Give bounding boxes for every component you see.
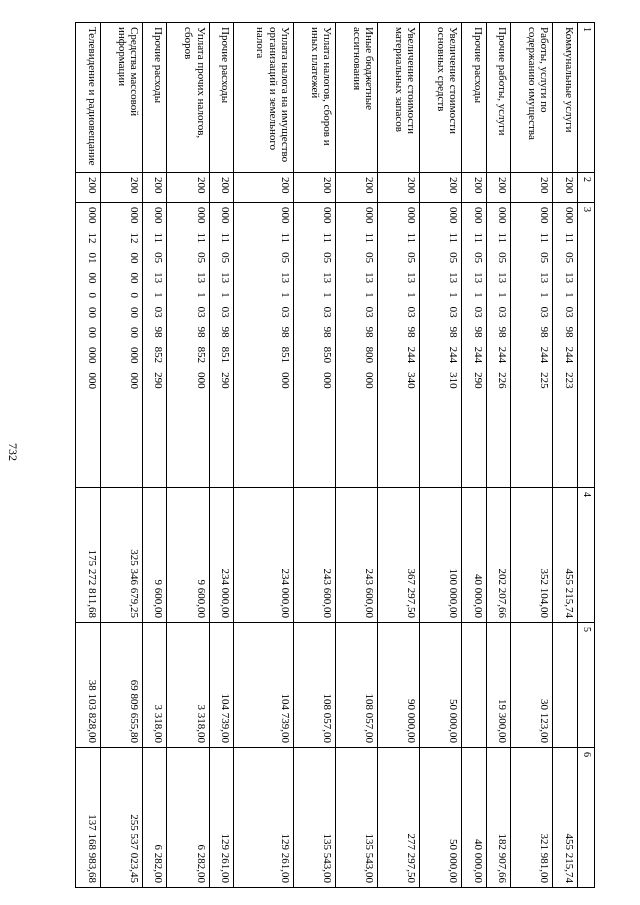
budget-code-part: 000 <box>278 372 291 389</box>
table-row <box>100 23 142 888</box>
budget-code-part: 244 <box>471 346 484 364</box>
row-approved-amount-cell: 9 600,00 <box>142 488 167 623</box>
row-line-code-cell: 200 <box>511 173 553 203</box>
row-name-cell: Средства массовой информации <box>100 23 142 173</box>
budget-code-part: 05 <box>219 252 232 264</box>
budget-code-part: 000 <box>85 347 98 364</box>
budget-code-part: 000 <box>404 207 417 224</box>
budget-code-part: 98 <box>278 326 291 338</box>
row-name-cell: Уплата налогов, сборов и иных платежей <box>293 23 335 173</box>
budget-code-part: 05 <box>194 252 207 264</box>
budget-code-part: 000 <box>127 347 140 364</box>
row-line-code-cell: 200 <box>234 173 294 203</box>
budget-code-part: 11 <box>152 232 165 244</box>
row-name-cell: Работы, услуги по содержанию имущества <box>511 23 553 173</box>
budget-code-part: 00 <box>85 272 98 284</box>
budget-code-part: 12 <box>85 232 98 244</box>
row-approved-amount-cell: 234 000,00 <box>209 488 234 623</box>
row-approved-amount-cell: 325 346 679,25 <box>100 488 142 623</box>
row-approved-amount-cell: 9 600,00 <box>167 488 209 623</box>
row-executed-amount-cell: 104 739,00 <box>209 623 234 748</box>
budget-code-part: 000 <box>278 207 291 224</box>
budget-code-part: 1 <box>496 292 509 298</box>
budget-code-part: 000 <box>127 372 140 389</box>
row-approved-amount-cell: 40 000,00 <box>462 488 487 623</box>
budget-code-part: 11 <box>471 232 484 244</box>
budget-code-part: 13 <box>194 272 207 284</box>
budget-code-part: 226 <box>496 372 509 389</box>
budget-code-part: 00 <box>127 252 140 264</box>
budget-code-part: 03 <box>538 306 551 318</box>
budget-code-part: 05 <box>447 252 459 264</box>
row-name-cell: Коммунальные услуги <box>553 23 578 173</box>
budget-code-part: 13 <box>447 272 459 284</box>
budget-code-part: 0 <box>85 292 98 298</box>
budget-code-part: 11 <box>447 232 459 244</box>
row-executed-amount-cell <box>462 623 487 748</box>
row-line-code-cell: 200 <box>76 173 101 203</box>
row-budget-code-cell <box>335 203 377 488</box>
budget-code-part: 340 <box>404 372 417 389</box>
budget-code-part: 03 <box>404 306 417 318</box>
budget-code-part: 03 <box>362 306 375 318</box>
budget-code-part: 13 <box>278 272 291 284</box>
row-approved-amount-cell: 352 104,00 <box>511 488 553 623</box>
budget-code-part: 98 <box>471 326 484 338</box>
row-executed-amount-cell: 30 123,00 <box>511 623 553 748</box>
budget-code-part: 00 <box>127 327 140 338</box>
budget-code-part: 244 <box>563 346 575 364</box>
row-name-cell: Прочие расходы <box>209 23 234 173</box>
row-executed-amount-cell: 108 057,00 <box>293 623 335 748</box>
budget-code-part: 13 <box>496 272 509 284</box>
table-body <box>76 23 578 888</box>
row-unexecuted-amount-cell: 455 215,74 <box>553 748 578 888</box>
row-name-cell: Уплата прочих налогов, сборов <box>167 23 209 173</box>
budget-code-part: 000 <box>85 207 98 224</box>
budget-code-part: 1 <box>152 292 165 298</box>
table-row <box>335 23 377 888</box>
budget-code-part: 03 <box>194 306 207 318</box>
budget-code-part: 000 <box>496 207 509 224</box>
row-budget-code-cell <box>462 203 487 488</box>
budget-code-part: 000 <box>85 372 98 389</box>
budget-code-part: 800 <box>362 346 375 364</box>
table-row <box>234 23 294 888</box>
budget-code-part: 00 <box>85 307 98 318</box>
budget-code-part: 00 <box>85 327 98 338</box>
budget-code-part: 290 <box>219 372 232 389</box>
table-row <box>377 23 419 888</box>
budget-code-part: 244 <box>447 346 459 364</box>
row-budget-code-cell <box>419 203 461 488</box>
budget-code-part: 244 <box>496 346 509 364</box>
row-line-code-cell: 200 <box>486 173 511 203</box>
budget-code-part: 98 <box>404 326 417 338</box>
row-unexecuted-amount-cell: 129 261,00 <box>234 748 294 888</box>
table-row <box>486 23 511 888</box>
row-budget-code-cell <box>293 203 335 488</box>
row-budget-code-cell <box>377 203 419 488</box>
budget-code-part: 98 <box>152 326 165 338</box>
budget-code-part: 13 <box>563 272 575 284</box>
row-unexecuted-amount-cell: 40 000,00 <box>462 748 487 888</box>
row-budget-code-cell <box>76 203 101 488</box>
row-budget-code-cell <box>167 203 209 488</box>
budget-code-part: 000 <box>320 207 333 224</box>
budget-code-part: 13 <box>219 272 232 284</box>
budget-code-part: 000 <box>447 207 459 224</box>
row-approved-amount-cell: 202 207,66 <box>486 488 511 623</box>
budget-code-part: 05 <box>404 252 417 264</box>
budget-code-part: 1 <box>471 292 484 298</box>
header-row <box>578 23 595 888</box>
page-number: 732 <box>6 443 20 461</box>
row-approved-amount-cell: 175 272 811,68 <box>76 488 101 623</box>
row-budget-code-cell <box>486 203 511 488</box>
row-unexecuted-amount-cell: 135 543,00 <box>335 748 377 888</box>
budget-code-part: 000 <box>194 372 207 389</box>
row-budget-code-cell <box>553 203 578 488</box>
budget-code-part: 851 <box>219 346 232 364</box>
budget-code-part: 1 <box>320 292 333 298</box>
row-name-cell: Иные бюджетные ассигнования <box>335 23 377 173</box>
row-executed-amount-cell: 108 057,00 <box>335 623 377 748</box>
budget-code-part: 000 <box>362 207 375 224</box>
budget-code-part: 03 <box>152 306 165 318</box>
budget-code-part: 13 <box>320 272 333 284</box>
budget-code-part: 98 <box>194 326 207 338</box>
budget-code-part: 11 <box>320 232 333 244</box>
budget-code-part: 98 <box>320 326 333 338</box>
budget-code-part: 05 <box>152 252 165 264</box>
row-line-code-cell: 200 <box>553 173 578 203</box>
row-line-code-cell: 200 <box>335 173 377 203</box>
budget-code-part: 13 <box>538 272 551 284</box>
budget-code-part: 13 <box>362 272 375 284</box>
budget-code-part: 000 <box>194 207 207 224</box>
budget-code-part: 1 <box>538 292 551 298</box>
budget-code-part: 1 <box>447 292 459 298</box>
row-unexecuted-amount-cell: 129 261,00 <box>209 748 234 888</box>
row-approved-amount-cell: 234 000,00 <box>234 488 294 623</box>
budget-code-part: 11 <box>404 232 417 244</box>
budget-code-part: 13 <box>404 272 417 284</box>
row-executed-amount-cell: 38 103 828,00 <box>76 623 101 748</box>
table-row <box>76 23 101 888</box>
budget-table-container <box>75 22 595 887</box>
table-row <box>293 23 335 888</box>
budget-code-part: 11 <box>496 232 509 244</box>
budget-code-part: 1 <box>404 292 417 298</box>
budget-code-part: 850 <box>320 346 333 364</box>
table-row <box>511 23 553 888</box>
row-line-code-cell: 200 <box>100 173 142 203</box>
budget-code-part: 852 <box>152 346 165 364</box>
budget-code-part: 000 <box>471 207 484 224</box>
budget-code-part: 11 <box>362 232 375 244</box>
budget-code-part: 05 <box>496 252 509 264</box>
budget-code-part: 98 <box>362 326 375 338</box>
column-header: 1 <box>578 23 595 173</box>
row-line-code-cell: 200 <box>142 173 167 203</box>
budget-code-part: 03 <box>278 306 291 318</box>
budget-code-part: 225 <box>538 372 551 389</box>
row-approved-amount-cell: 243 600,00 <box>293 488 335 623</box>
table-row <box>142 23 167 888</box>
row-name-cell: Прочие расходы <box>142 23 167 173</box>
budget-code-part: 244 <box>404 346 417 364</box>
budget-code-part: 1 <box>278 292 291 298</box>
column-header: 4 <box>578 488 595 623</box>
budget-code-part: 000 <box>563 207 575 224</box>
budget-code-part: 1 <box>362 292 375 298</box>
budget-code-part: 1 <box>563 292 575 298</box>
budget-code-part: 13 <box>471 272 484 284</box>
budget-code-part: 244 <box>538 346 551 364</box>
budget-code-part: 05 <box>278 252 291 264</box>
row-line-code-cell: 200 <box>377 173 419 203</box>
row-name-cell: Телевидение и радиовещание <box>76 23 101 173</box>
row-executed-amount-cell: 50 000,00 <box>419 623 461 748</box>
table-row <box>167 23 209 888</box>
column-header: 2 <box>578 173 595 203</box>
budget-code-part: 98 <box>219 326 232 338</box>
row-approved-amount-cell: 455 215,74 <box>553 488 578 623</box>
budget-code-part: 11 <box>278 232 291 244</box>
budget-code-part: 03 <box>496 306 509 318</box>
row-unexecuted-amount-cell: 6 282,00 <box>167 748 209 888</box>
row-executed-amount-cell <box>553 623 578 748</box>
row-budget-code-cell <box>142 203 167 488</box>
row-line-code-cell: 200 <box>209 173 234 203</box>
budget-code-part: 000 <box>152 207 165 224</box>
row-executed-amount-cell: 3 318,00 <box>142 623 167 748</box>
budget-code-part: 01 <box>85 252 98 264</box>
budget-code-part: 1 <box>194 292 207 298</box>
budget-code-part: 98 <box>563 326 575 338</box>
row-executed-amount-cell: 19 300,00 <box>486 623 511 748</box>
row-unexecuted-amount-cell: 137 168 983,68 <box>76 748 101 888</box>
budget-code-part: 000 <box>362 372 375 389</box>
budget-code-part: 00 <box>127 272 140 284</box>
budget-code-part: 03 <box>219 306 232 318</box>
budget-code-part: 98 <box>447 326 459 338</box>
row-executed-amount-cell: 3 318,00 <box>167 623 209 748</box>
budget-code-part: 03 <box>563 306 575 318</box>
budget-code-part: 310 <box>447 372 459 389</box>
row-budget-code-cell <box>100 203 142 488</box>
budget-code-part: 03 <box>471 306 484 318</box>
row-line-code-cell: 200 <box>167 173 209 203</box>
row-line-code-cell: 200 <box>462 173 487 203</box>
row-name-cell: Увеличение стоимости основных средств <box>419 23 461 173</box>
budget-code-part: 05 <box>320 252 333 264</box>
row-name-cell: Прочие расходы <box>462 23 487 173</box>
table-row <box>462 23 487 888</box>
column-header: 3 <box>578 203 595 488</box>
budget-code-part: 05 <box>563 252 575 264</box>
row-unexecuted-amount-cell: 321 981,00 <box>511 748 553 888</box>
row-unexecuted-amount-cell: 255 537 023,45 <box>100 748 142 888</box>
row-unexecuted-amount-cell: 277 297,50 <box>377 748 419 888</box>
budget-code-part: 98 <box>538 326 551 338</box>
budget-code-part: 000 <box>127 207 140 224</box>
budget-table <box>75 22 595 888</box>
row-unexecuted-amount-cell: 135 543,00 <box>293 748 335 888</box>
budget-code-part: 98 <box>496 326 509 338</box>
budget-code-part: 05 <box>471 252 484 264</box>
budget-code-part: 223 <box>563 372 575 389</box>
budget-code-part: 11 <box>219 232 232 244</box>
row-unexecuted-amount-cell: 6 282,00 <box>142 748 167 888</box>
column-header: 5 <box>578 623 595 748</box>
row-name-cell: Уплата налога на имущество организаций и земельного налога <box>234 23 294 173</box>
budget-code-part: 290 <box>152 372 165 389</box>
row-approved-amount-cell: 100 000,00 <box>419 488 461 623</box>
budget-code-part: 00 <box>127 307 140 318</box>
budget-code-part: 05 <box>362 252 375 264</box>
row-budget-code-cell <box>511 203 553 488</box>
table-row <box>419 23 461 888</box>
budget-code-part: 12 <box>127 232 140 244</box>
row-unexecuted-amount-cell: 50 000,00 <box>419 748 461 888</box>
budget-code-part: 03 <box>320 306 333 318</box>
row-executed-amount-cell: 104 739,00 <box>234 623 294 748</box>
budget-code-part: 852 <box>194 346 207 364</box>
row-budget-code-cell <box>234 203 294 488</box>
row-line-code-cell: 200 <box>419 173 461 203</box>
budget-code-part: 11 <box>563 232 575 244</box>
budget-code-part: 03 <box>447 306 459 318</box>
table-row <box>209 23 234 888</box>
budget-code-part: 851 <box>278 346 291 364</box>
budget-code-part: 11 <box>194 232 207 244</box>
budget-code-part: 290 <box>471 372 484 389</box>
table-row <box>553 23 578 888</box>
budget-code-part: 000 <box>538 207 551 224</box>
budget-code-part: 000 <box>219 207 232 224</box>
budget-code-part: 11 <box>538 232 551 244</box>
row-name-cell: Прочие работы, услуги <box>486 23 511 173</box>
row-executed-amount-cell: 90 000,00 <box>377 623 419 748</box>
budget-code-part: 0 <box>127 292 140 298</box>
row-executed-amount-cell: 69 809 655,80 <box>100 623 142 748</box>
row-budget-code-cell <box>209 203 234 488</box>
row-approved-amount-cell: 243 600,00 <box>335 488 377 623</box>
row-unexecuted-amount-cell: 182 907,66 <box>486 748 511 888</box>
row-name-cell: Увеличение стоимости материальных запасов <box>377 23 419 173</box>
budget-code-part: 05 <box>538 252 551 264</box>
budget-code-part: 1 <box>219 292 232 298</box>
row-approved-amount-cell: 367 297,50 <box>377 488 419 623</box>
budget-code-part: 13 <box>152 272 165 284</box>
row-line-code-cell: 200 <box>293 173 335 203</box>
budget-code-part: 000 <box>320 372 333 389</box>
column-header: 6 <box>578 748 595 888</box>
